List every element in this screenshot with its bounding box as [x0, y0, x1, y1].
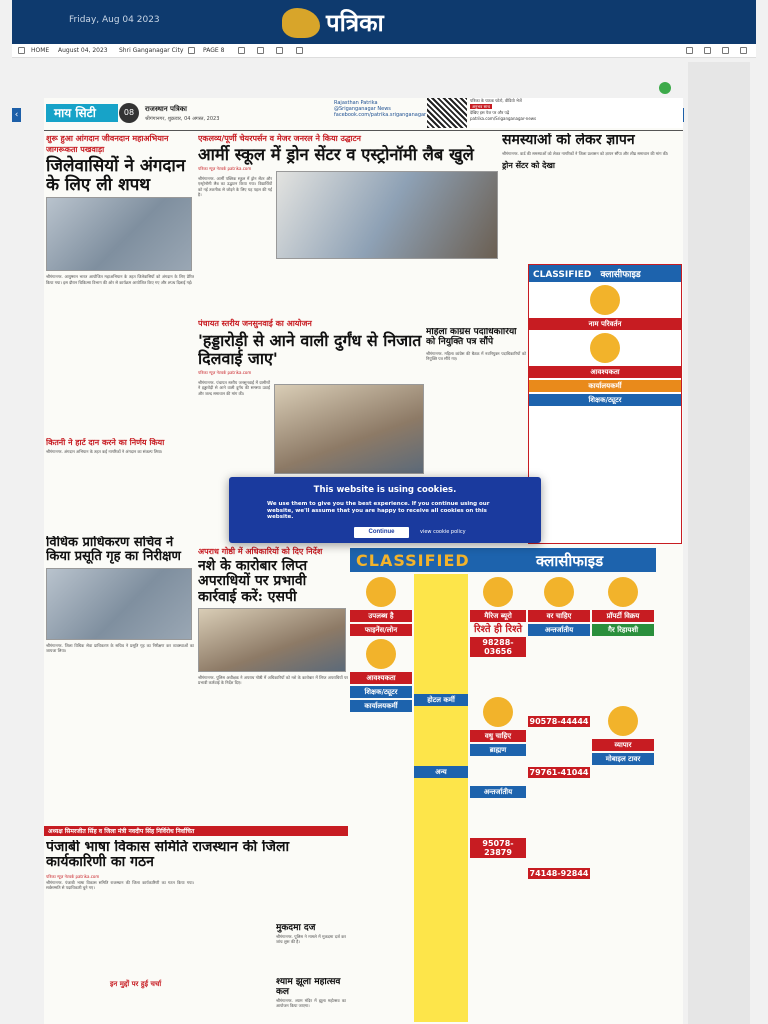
classified-big-title-hi: क्लासीफाइड	[536, 552, 604, 570]
teacher-head: शिक्षक/ट्यूटर	[529, 394, 681, 406]
masthead-rule	[44, 130, 683, 131]
story-gyapan[interactable]	[502, 133, 682, 263]
story-shyam-jhula[interactable]	[276, 978, 346, 1024]
story-vidhik[interactable]	[46, 536, 194, 786]
home-link[interactable]: HOME	[31, 47, 50, 54]
story-angdaan[interactable]	[46, 133, 194, 423]
story-body: श्रीगंगानगर. पंजाबी भाषा विकास समिति राजस्थान की जिला कार्यकारिणी का गठन किया गया। सर्वसम्मति से पदाधिकारी चुने गए।	[46, 879, 194, 890]
couple-icon	[483, 577, 513, 607]
story9-banner: अध्यक्ष सिमरजीत सिंह व जिला मंत्री नवदीप सिंह निर्विरोध निर्वाचित	[48, 828, 195, 835]
classified-big-title: CLASSIFIED	[356, 551, 470, 570]
page-select[interactable]: PAGE 8	[203, 47, 225, 54]
paper-name: राजस्थान पत्रिका	[145, 105, 187, 113]
gear-icon[interactable]	[188, 47, 195, 54]
house-sale-icon	[608, 577, 638, 607]
story-body: श्रीगंगानगर. पुलिस अधीक्षक ने अपराध गोष्ठी में अधिकारियों को नशे के कारोबार में लिप्त अपराधियों पर प्रभावी कार्रवाई के निर्देश दिए।	[198, 675, 348, 686]
edition-select[interactable]: Shri Ganganagar City	[119, 47, 184, 54]
classified-col-2[interactable]	[414, 574, 468, 1022]
story-byline: पत्रिका न्यूज़ नेटवर्क patrika.com	[198, 166, 252, 172]
col5-sub2: व्यापार	[592, 739, 654, 751]
col1-sub4: कार्यालयकर्मी	[350, 700, 412, 712]
story-nasha[interactable]	[198, 546, 348, 816]
story-body: श्रीगंगानगर. श्याम मंदिर में झूला महोत्सव का आयोजन किया जाएगा।	[276, 997, 346, 1008]
col4-phone2: 79761-41044	[529, 768, 589, 777]
print-icon[interactable]	[704, 47, 711, 54]
menu-icon[interactable]	[18, 47, 25, 54]
col5-sub: गैर रिहायशी	[592, 624, 654, 636]
story-photo	[274, 384, 424, 474]
col3-sub: रिश्ते ही रिश्ते	[473, 624, 523, 635]
story-headline: मुकदमा दर्ज	[276, 924, 316, 933]
classified-col-5[interactable]	[592, 574, 654, 1022]
story-heart-donation[interactable]	[46, 438, 194, 528]
briefcase-icon	[590, 333, 620, 363]
story-photo	[46, 197, 192, 271]
qr-code	[427, 98, 467, 128]
col4-phone: 90578-44444	[529, 717, 589, 726]
megaphone-icon	[590, 285, 620, 315]
story-headline: समस्याओं को लेकर ज्ञापन	[502, 133, 635, 148]
story-body: श्रीगंगानगर. पुलिस ने मामले में मुकदमा दर्ज कर जांच शुरू की है।	[276, 933, 346, 945]
story-subhead: इन मुद्दों पर हुई चर्चा	[110, 979, 162, 988]
zoom-in-icon[interactable]	[257, 47, 264, 54]
story-body: श्रीगंगानगर. आयुष्मान भारत आयोजित महाअभियान के तहत जिलेवासियों को अंगदान के लिए प्रेरित किया गया। इस दौरान चिकित्सा विभाग की ओर से कार्यक्रम आयोजित किए गए और शपथ दिलाई गई।	[46, 274, 194, 285]
ad-highlight: अनुभव साथ	[472, 104, 490, 109]
col3-sub2: वधु चाहिए	[470, 730, 526, 742]
header-date: Friday, Aug 04 2023	[69, 15, 160, 25]
story-mukadma[interactable]	[276, 924, 346, 974]
bride-icon	[483, 697, 513, 727]
col2-sub: अन्य	[414, 766, 468, 778]
fit-icon[interactable]	[296, 47, 303, 54]
section-title: माय सिटी	[46, 104, 118, 122]
cookie-dialog	[229, 477, 541, 543]
page-dateline: श्रीगंगानगर, शुक्रवार, 04 अगस्त, 2023	[145, 116, 220, 122]
col5-head: प्रॉपर्टी विक्रय	[592, 610, 654, 622]
story-mahila-congress[interactable]	[426, 328, 526, 458]
story-headline: विधिक प्राधिकरण सचिव ने किया प्रसूति गृह का निरीक्षण	[46, 536, 181, 565]
ad-line-3: patrika.com/Sriganganagar-news	[470, 116, 537, 121]
share-icon[interactable]	[722, 47, 729, 54]
social-facebook: facebook.com/patrika.sriganganagar	[334, 112, 427, 118]
col4-phone3: 74148-92844	[529, 869, 589, 878]
col3-phone: 98288-03656	[470, 637, 526, 657]
col1-sub: फाइनेंस/लोन	[350, 624, 412, 636]
small-classified[interactable]	[528, 264, 682, 544]
story-headline: 'हड्डारोड़ी से आने वाली दुर्गंध से निजात दिलवाई जाए'	[198, 331, 422, 368]
story-headline: कितनी ने हार्ट दान करने का निर्णय किया	[46, 438, 165, 447]
story-body: श्रीगंगानगर. आर्मी पब्लिक स्कूल में ड्रोन सेंटर और एस्ट्रोनॉमी लैब का उद्घाटन किया गया। विद्यार्थियों को नई तकनीक से जोड़ने के लिए यह पहल की गई है।	[198, 176, 272, 197]
cookie-continue-button[interactable]: Continue	[354, 527, 409, 538]
patrika-logo[interactable]	[282, 6, 384, 39]
classified-col-4[interactable]	[528, 574, 590, 1022]
col4-sub: अन्तर्जातीय	[528, 624, 590, 636]
page-number: 08	[119, 103, 139, 123]
story-kicker-2: जागरूकता पखवाड़ा	[46, 145, 105, 154]
col3-phone2: 95078-23879	[470, 838, 526, 858]
story-kicker: शुरू हुआ आंगदान जीवनदान महाअभियान	[46, 134, 169, 143]
col3-head: मैरिज ब्यूरो	[470, 610, 526, 622]
story-body: श्रीगंगानगर. पंचायत स्तरीय जनसुनवाई में ग्रामीणों ने हड्डारोड़ी से आने वाली दुर्गंध की समस्या उठाई और जल्द समाधान की मांग की।	[198, 380, 270, 396]
col1-head: उपलब्ध है	[350, 610, 412, 622]
col2-head: होटल कर्मी	[414, 694, 468, 706]
issue-date-select[interactable]: August 04, 2023	[58, 47, 108, 54]
classified-col-1[interactable]	[350, 574, 412, 1022]
col3-sub4: अन्तर्जातीय	[470, 786, 526, 798]
name-change-head: नाम परिवर्तन	[529, 318, 681, 330]
cookie-policy-link[interactable]: view cookie policy	[420, 529, 466, 535]
story-subhead: ड्रोन सेंटर को देखा	[502, 159, 555, 170]
prev-page-arrow-icon[interactable]: ‹	[12, 108, 21, 122]
social-links	[334, 100, 427, 126]
story-body: श्रीगंगानगर. जिला विधिक सेवा प्राधिकरण के सचिव ने प्रसूति गृह का निरीक्षण कर व्यवस्थाओं का जायजा लिया।	[46, 642, 194, 653]
groom-icon	[544, 577, 574, 607]
story-body: श्रीगंगानगर. वार्ड की समस्याओं को लेकर नागरिकों ने जिला प्रशासन को ज्ञापन सौंपा और शीघ्र समाधान की मांग की।	[502, 151, 669, 157]
zoom-out-icon[interactable]	[276, 47, 283, 54]
ad-line-1: पत्रिका के पाठक फोटो, वीडियो भेजें	[470, 98, 522, 103]
handshake-icon	[608, 706, 638, 736]
cookie-title: This website is using cookies.	[313, 485, 457, 495]
story-kicker: एकलव्य/पूर्णी चेयरपर्सन व मेजर जनरल ने किया उद्घाटन	[198, 134, 361, 143]
story-photo	[46, 568, 192, 640]
lion-logo-icon	[282, 8, 320, 38]
office-head: कार्यालयकर्मी	[529, 380, 681, 392]
col1-sub3: शिक्षक/ट्यूटर	[350, 686, 412, 698]
logo-text: पत्रिका	[326, 8, 384, 37]
story-headline: आर्मी स्कूल में ड्रोन सेंटर व एस्ट्रोनॉमी लैब खुले	[198, 145, 474, 164]
requirement-head: आवश्यकता	[529, 366, 681, 378]
masthead-ad	[470, 98, 683, 128]
ad-line-2: देखिए इस पेज पर और पढ़ें	[470, 110, 510, 115]
social-patrika: Rajasthan Patrika	[334, 100, 378, 106]
col3-sub3: ब्राह्मण	[470, 744, 526, 756]
story-kicker: अपराध गोष्ठी में अधिकारियों को दिए निर्देश	[198, 547, 323, 556]
story-headline: नशे के कारोबार लिप्त अपराधियों पर प्रभावी कार्रवाई करें: एसपी	[198, 558, 308, 605]
side-panel	[688, 62, 750, 1024]
classified-col-3[interactable]	[470, 574, 526, 1022]
col1-sub2: आवश्यकता	[350, 672, 412, 684]
story-headline: महिला कांग्रेस पदाधिकारियों को नियुक्ति पत्र सौंपे	[426, 328, 517, 347]
classified-banner	[350, 548, 656, 572]
cookie-body: We use them to give you the best experience. If you continue using our website, we'll assume that you are happy to receive all cookies on this website.	[267, 501, 490, 520]
story-body: श्रीगंगानगर. अंगदान अभियान के तहत कई नागरिकों ने अंगदान का संकल्प लिया।	[46, 448, 163, 454]
story-photo	[198, 608, 346, 672]
story-body: श्रीगंगानगर. महिला कांग्रेस की बैठक में नवनियुक्त पदाधिकारियों को नियुक्ति पत्र सौंपे गए।	[426, 350, 526, 361]
fullscreen-icon[interactable]	[686, 47, 693, 54]
col5-sub3: मोबाइल टावर	[592, 753, 654, 765]
story-byline: पत्रिका न्यूज़ नेटवर्क patrika.com	[46, 873, 100, 879]
story-headline: पंजाबी भाषा विकास समिति राजस्थान की जिला कार्यकारिणी का गठन	[46, 840, 290, 871]
col4-head: वर चाहिए	[528, 610, 590, 622]
social-twitter: @Sriganganagar News	[334, 106, 391, 112]
whatsapp-share-icon[interactable]	[659, 82, 671, 94]
story-army-school[interactable]	[198, 133, 500, 313]
top-header	[12, 0, 756, 44]
story-byline: पत्रिका न्यूज़ नेटवर्क patrika.com	[198, 370, 252, 376]
story-photo	[276, 171, 498, 259]
story-headline: जिलेवासियों ने अंगदान के लिए ली शपथ	[46, 156, 186, 195]
classified-title: CLASSIFIED	[533, 270, 592, 280]
classified-title-hi: क्लासीफाइड	[600, 270, 641, 280]
thumbs-up-icon	[366, 577, 396, 607]
download-icon[interactable]	[740, 47, 747, 54]
epaper-toolbar	[12, 44, 756, 58]
story-headline: श्याम झूला महोत्सव कल	[276, 978, 341, 997]
search-icon	[366, 639, 396, 669]
story-kicker: पंचायत स्तरीय जनसुनवाई का आयोजन	[198, 319, 312, 328]
grid-icon[interactable]	[238, 47, 245, 54]
newspaper-page[interactable]	[44, 98, 683, 1024]
page-masthead	[44, 98, 683, 130]
